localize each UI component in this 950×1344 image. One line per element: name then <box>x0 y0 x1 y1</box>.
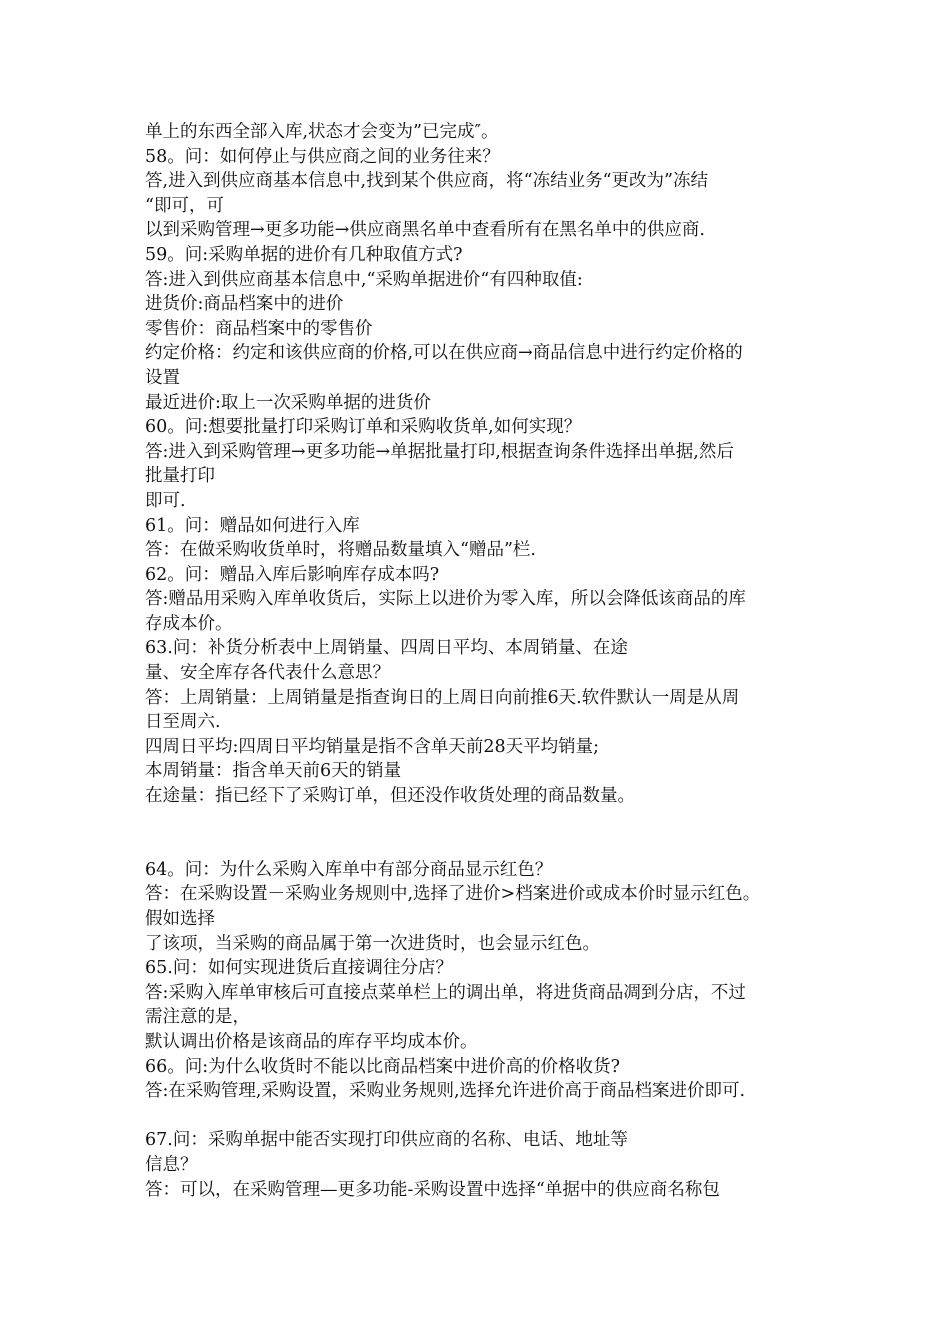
text-line: 在途量：指已经下了采购订单，但还没作收货处理的商品数量。 <box>145 786 635 807</box>
text-line: 设置 <box>145 367 180 388</box>
answer-67: 答：可以，在采购管理—更多功能-采购设置中选择“单据中的供应商名称包 <box>145 1179 720 1200</box>
question-59: 59。问:采购单据的进价有几种取值方式? <box>145 244 463 265</box>
question-66: 66。问:为什么收货时不能以比商品档案中进价高的价格收货? <box>145 1056 621 1077</box>
answer-63: 答：上周销量：上周销量是指查询日的上周日向前推6天.软件默认一周是从周 <box>145 687 740 708</box>
answer-62: 答:赠品用采购入库单收货后，实际上以进价为零入库，所以会降低该商品的库 <box>145 589 746 610</box>
text-line: 零售价：商品档案中的零售价 <box>145 318 373 339</box>
question-62: 62。问：赠品入库后影响库存成本吗? <box>145 564 440 585</box>
text-line: 默认调出价格是该商品的库存平均成本价。 <box>145 1031 478 1052</box>
question-65: 65.问：如何实现进货后直接调往分店？ <box>145 958 453 979</box>
question-60: 60。问:想要批量打印采购订单和采购收货单,如何实现？ <box>145 417 582 438</box>
answer-60: 答:进入到采购管理→更多功能→单据批量打印,根据查询条件选择出单据,然后 <box>145 441 734 462</box>
document-body <box>145 120 825 1202</box>
answer-61: 答：在做采购收货单时，将赠品数量填入“赠品”栏. <box>145 540 536 561</box>
question-58: 58。问：如何停止与供应商之间的业务往来？ <box>145 146 500 167</box>
text-line: 以到采购管理→更多功能→供应商黑名单中查看所有在黑名单中的供应商. <box>145 220 705 241</box>
question-64: 64。问：为什么采购入库单中有部分商品显示红色？ <box>145 859 553 880</box>
text-line: 即可. <box>145 490 186 511</box>
question-61: 61。问：赠品如何进行入库 <box>145 515 360 536</box>
text-line: 假如选择 <box>145 909 215 929</box>
answer-65: 答:采购入库单审核后可直接点菜单栏上的调出单，将进货商品凋到分店，不过 <box>145 982 746 1003</box>
answer-66: 答:在采购管理,采购设置，采购业务规则,选择允许进价高于商品档案进价即可. <box>145 1081 746 1102</box>
question-63: 63.问：补货分析表中上周销量、四周日平均、本周销量、在途 <box>145 638 628 659</box>
text-line: 进货价:商品档案中的进价 <box>145 294 344 315</box>
text-line: 了该项，当采购的商品属于第一次进货时，也会显示红色。 <box>145 933 600 954</box>
text-line: 需注意的是， <box>145 1007 250 1028</box>
text-line: 约定价格：约定和该供应商的价格,可以在供应商→商品信息中进行约定价格的 <box>145 343 743 364</box>
text-line: 最近进价:取上一次采购单据的进货价 <box>145 392 431 413</box>
answer-59: 答:进入到供应商基本信息中,“采购单据进价“有四种取值: <box>145 269 583 290</box>
text-line: 日至周六. <box>145 712 221 733</box>
blank-gap <box>145 809 825 858</box>
question-67: 67.问：采购单据中能否实现打印供应商的名称、电话、地址等 <box>145 1130 628 1151</box>
text-line: 信息？ <box>145 1154 198 1175</box>
text-line: 单上的东西全部入库,状态才会变为”已完成″。 <box>145 122 499 142</box>
blank-gap <box>145 1104 825 1129</box>
text-line: 批量打印 <box>145 466 215 487</box>
answer-64: 答：在采购设置－采购业务规则中,选择了进价>档案进价或成本价时显示红色。 <box>145 884 761 905</box>
text-line: 量、安全库存各代表什么意思？ <box>145 663 390 684</box>
text-line: 四周日平均:四周日平均销量是指不含单天前28天平均销量; <box>145 736 600 757</box>
answer-58: 答,进入到供应商基本信息中,找到某个供应商，将“冻结业务“更改为”冻结 <box>145 171 708 192</box>
text-line: 本周销量：指含单天前6天的销量 <box>145 761 402 782</box>
text-line: 存成本价。 <box>145 613 233 634</box>
text-line: “即可，可 <box>145 195 224 216</box>
